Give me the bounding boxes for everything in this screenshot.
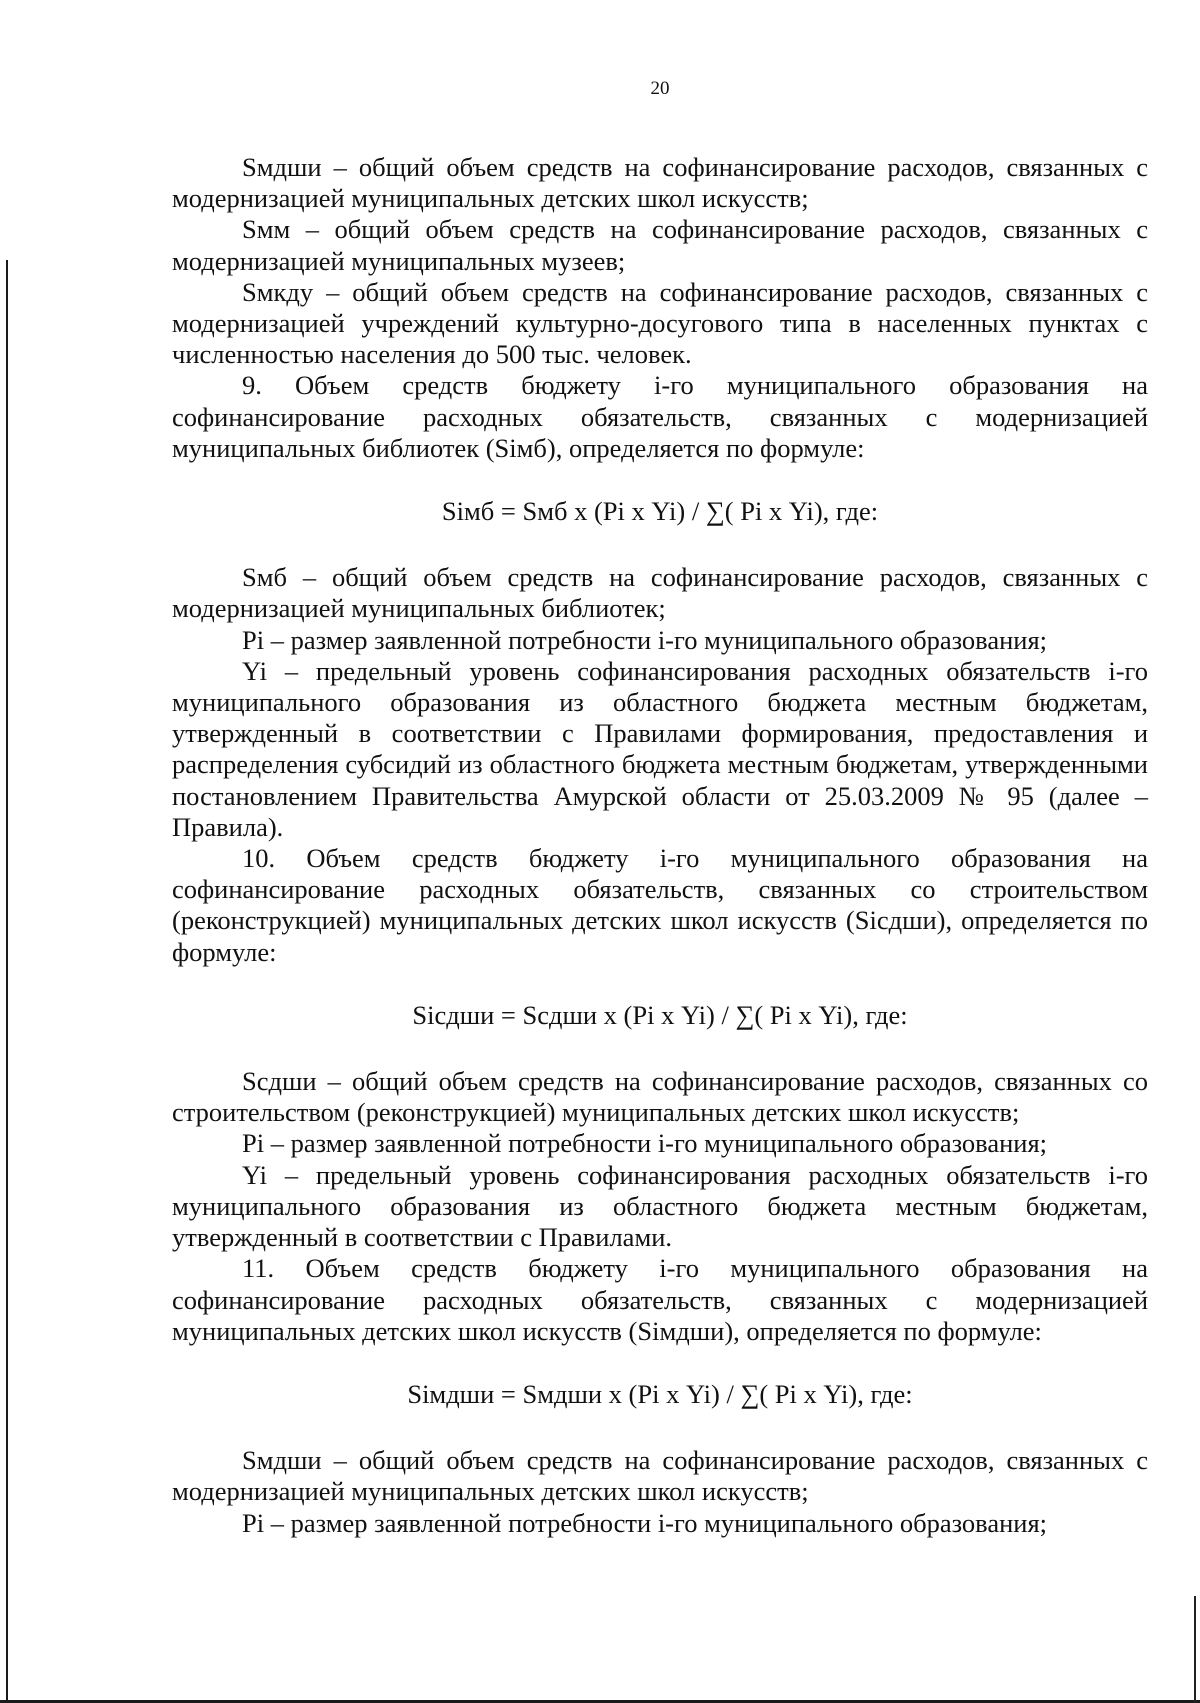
paragraph: Sмдши – общий объем средств на софинансирование расходов, связанных с модернизацией муниципальных детских школ искусств; [172,152,1148,214]
paragraph-item-11: 11. Объем средств бюджету i-го муниципального образования на софинансирование расходных обязательств, связанных с модернизацией муниципальных детских школ искусств (Siмдши), определяется по формуле: [172,1253,1148,1346]
paragraph: Yi – предельный уровень софинансирования расходных обязательств i-го муниципального образования из областного бюджета местным бюджетам, утвержденный в соответствии с Правилами формирования, предоставления и распределения субсидий из областного бюджета местным бюджетам, утвержденными постановлением Правительства Амурской области от 25.03.2009 № 95 (далее – Правила). [172,655,1148,842]
paragraph: Sмм – общий объем средств на софинансирование расходов, связанных с модернизацией муниципальных музеев; [172,214,1148,276]
paragraph: Yi – предельный уровень софинансирования расходных обязательств i-го муниципального образования из областного бюджета местным бюджетам, утвержденный в соответствии с Правилами. [172,1159,1148,1253]
scan-border-right [1194,1596,1196,1703]
paragraph: Sмб – общий объем средств на софинансирование расходов, связанных с модернизацией муниципальных библиотек; [172,562,1148,624]
paragraph: Sмдши – общий объем средств на софинансирование расходов, связанных с модернизацией муниципальных детских школ искусств; [172,1445,1148,1507]
paragraph-item-9: 9. Объем средств бюджету i-го муниципального образования на софинансирование расходных обязательств, связанных с модернизацией муниципальных библиотек (Siмб), определяется по формуле: [172,370,1148,463]
scan-border-left [6,260,8,1703]
paragraph: Pi – размер заявленной потребности i-го муниципального образования; [242,1128,1047,1159]
paragraph-item-10: 10. Объем средств бюджету i-го муниципального образования на софинансирование расходных обязательств, связанных со строительством (реконструкцией) муниципальных детских школ искусств (Siсдши), определяется по формуле: [172,843,1148,967]
formula-siмб: Siмб = Sмб х (Pi х Yi) / ∑( Pi х Yi), где: [441,496,879,527]
paragraph: Pi – размер заявленной потребности i-го муниципального образования; [242,624,1047,655]
formula-siсдши: Siсдши = Sсдши х (Pi х Yi) / ∑( Pi х Yi), где: [412,999,908,1030]
paragraph: Sсдши – общий объем средств на софинансирование расходов, связанных со строительством (реконструкцией) муниципальных детских школ искусств; [172,1066,1148,1128]
document-page [172,78,1148,1539]
page-number: 20 [650,78,670,99]
paragraph: Sмкду – общий объем средств на софинансирование расходов, связанных с модернизацией учреждений культурно-досугового типа в населенных пунктах с численностью населения до 500 тыс. человек. [172,276,1148,370]
formula-siмдши: Siмдши = Sмдши х (Pi х Yi) / ∑( Pi х Yi), где: [407,1378,913,1409]
paragraph: Pi – размер заявленной потребности i-го муниципального образования; [242,1507,1047,1538]
